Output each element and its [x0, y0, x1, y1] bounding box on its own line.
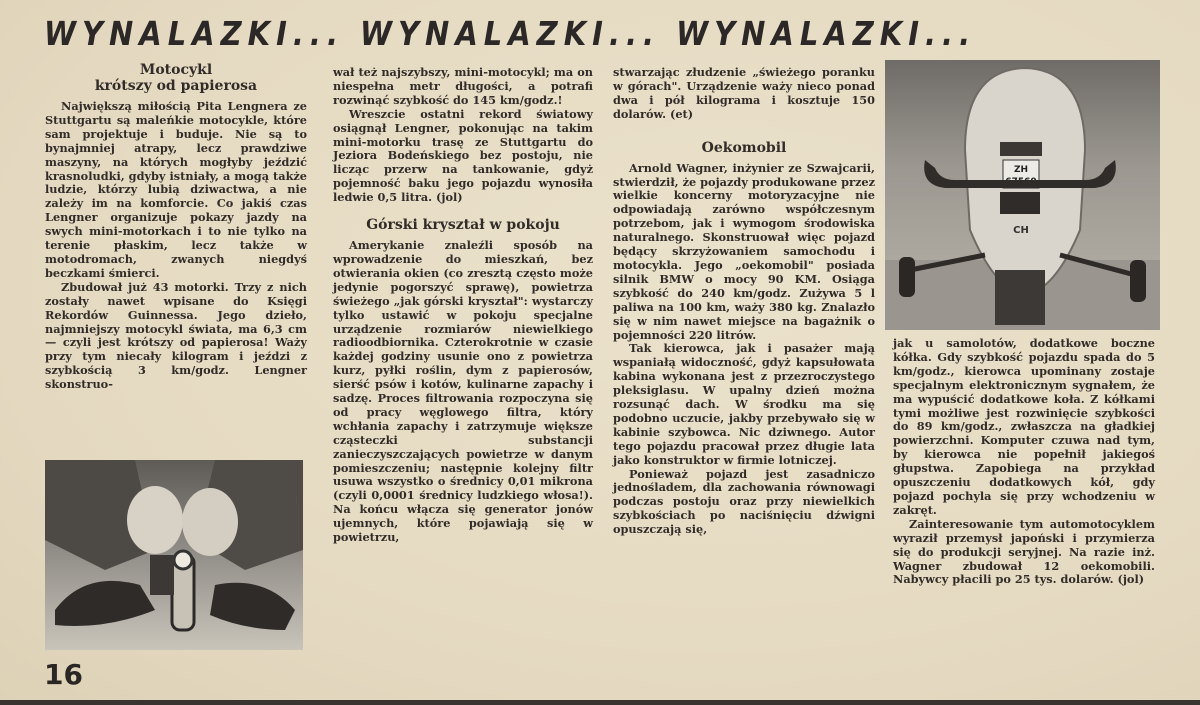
article-column-2 [333, 66, 593, 545]
article-column-4 [893, 337, 1155, 587]
article-motorcycle-col1 [45, 62, 307, 392]
article-title-air-purifier: Górski kryształ w pokoju [366, 217, 560, 234]
title-line-1: Motocykl [139, 62, 213, 78]
masthead-title: WYNALAZKI... WYNALAZKI... WYNALAZKI... [44, 14, 977, 54]
svg-text:CH: CH [1013, 225, 1029, 236]
article-column-3 [613, 66, 875, 537]
mini-motorcycle-illustration [45, 460, 303, 650]
page-number: 16 [44, 658, 83, 691]
paragraph: Ponieważ pojazd jest zasadniczo jednośladem, dla zachowania równowagi podczas postoju oraz przy niewielkich szybkościach po naciśnięciu dźwigni opuszczają się, [613, 466, 875, 537]
article-title-oekomobil: Oekomobil [701, 139, 787, 156]
svg-text:ZH: ZH [1013, 165, 1029, 175]
article-title-motorcycle [45, 62, 307, 94]
paragraph: wał też najszybszy, mini-motocykl; ma on niespełna metr długości, a potrafi rozwinąć szybkość do 145 km/godz.! [333, 65, 593, 107]
paragraph: Arnold Wagner, inżynier ze Szwajcarii, stwierdził, że pojazdy produkowane przez wielkie koncerny motoryzacyjne nie odpowiadają zarówno współczesnym potrzebom, jak i wymogom środowiska naturalnego. Skonstruował więc pojazd będący skrzyżowaniem samochodu i motocykla. Jego „oekomobil" posiada silnik BMW o mocy 90 KM. Osiąga szybkość do 240 km/godz. Zużywa 5 l paliwa na 100 km, waży 380 kg. Znalazło się w nim nawet miejsce na bagażnik o pojemności 220 litrów. [613, 160, 875, 342]
paragraph: Amerykanie znaleźli sposób na wprowadzenie do mieszkań, bez otwierania okien (co zresztą często może jedynie pogorszyć sprawę), powietrza świeżego „jak górski kryształ": wystarczy tylko ustawić w pokoju specjalne urządzenie rozmiarów niewielkiego radioodbiornika. Czterokrotnie w czasie każdej godziny usunie ono z powietrza kurz, pyłki roślin, dym z papierosów, sierść psów i kotów, kulinarne zapachy i sadzę. Proces filtrowania rozpoczyna się od pracy węglowego filtra, który wchłania zapachy i zatrzymuje większe cząsteczki substancji zanieczyszczających powietrze w danym pomieszczeniu; następnie kolejny filtr usuwa wszystko o średnicy 0,01 mikrona (czyli 0,0001 średnicy ludzkiego włosa!). Na końcu włącza się generator jonów ujemnych, które pojawiają się w powietrzu, [333, 238, 593, 545]
motorcycle-photo [45, 460, 303, 650]
page-edge [0, 700, 1200, 705]
oekomobil-illustration [885, 60, 1160, 330]
paragraph: Zbudował już 43 motorki. Trzy z nich zostały nawet wpisane do Księgi Rekordów Guinnessa. Jego dzieło, najmniejszy motocykl świata, ma 6,3 cm — czyli jest krótszy od papierosa! Waży przy tym niecały kilogram i jeździ z szybkością 3 km/godz. Lengner skonstruo- [45, 279, 307, 392]
paragraph: Tak kierowca, jak i pasażer mają wspaniałą widoczność, gdyż kapsułowata kabina wykonana jest z przezroczystego pleksiglasu. W upalny dzień można rozsunąć dach. W środku ma się podobno uczucie, jakby przebywało się w kabinie szybowca. Nic dziwnego. Autor tego pojazdu pracował przez długie lata jako konstruktor w firmie lotniczej. [613, 341, 875, 467]
paragraph: Wreszcie ostatni rekord światowy osiągnął Lengner, pokonując na takim mini-motorku trasę ze Stuttgartu do Jeziora Bodeńskiego bez postoju, nie licząc przerw na tankowanie, gdyż pojemność baku jego pojazdu wynosiła ledwie 0,5 litra. (jol) [333, 106, 593, 205]
paragraph: jak u samolotów, dodatkowe boczne kółka. Gdy szybkość pojazdu spada do 5 km/godz., kierowca upominany zostaje specjalnym elektronicznym sygnałem, że ma wypuścić dodatkowe koła. Z kółkami tymi możliwe jest rozwinięcie szybkości do 89 km/godz., zwłaszcza na gładkiej powierzchni. Komputer czuwa nad tym, by kierowca nie popełnił jakiegoś głupstwa. Zapobiega na przykład opuszczeniu dodatkowych kół, gdy pojazd pochyla się przy wchodzeniu w zakręt. [893, 336, 1155, 517]
oekomobil-photo [885, 60, 1160, 330]
title-line-2: krótszy od papierosa [94, 78, 258, 94]
paragraph: stwarzając złudzenie „świeżego poranku w górach". Urządzenie waży nieco ponad dwa i pół kilograma i kosztuje 150 dolarów. (et) [613, 65, 875, 121]
paragraph: Największą miłością Pita Lengnera ze Stuttgartu są maleńkie motocykle, które sam projektuje i buduje. Nie są to bynajmniej atrapy, lecz prawdziwe maszyny, na których mogłyby jeździć krasnoludki, gdyby istniały, a mogą także ludzie, którzy lubią dziwactwa, a nie zależy im na komforcie. Co jakiś czas Lengner organizuje pokazy jazdy na swych mini-motorkach i to nie tylko na terenie płaskim, lecz także w motodromach, zwanych niegdyś beczkami śmierci. [45, 99, 307, 280]
paragraph: Zainteresowanie tym automotocyklem wyraził przemysł japoński i przymierza się do produkcji seryjnej. Na razie inż. Wagner zbudował 12 oekomobili. Nabywcy płacili po 25 tys. dolarów. (jol) [893, 516, 1155, 587]
